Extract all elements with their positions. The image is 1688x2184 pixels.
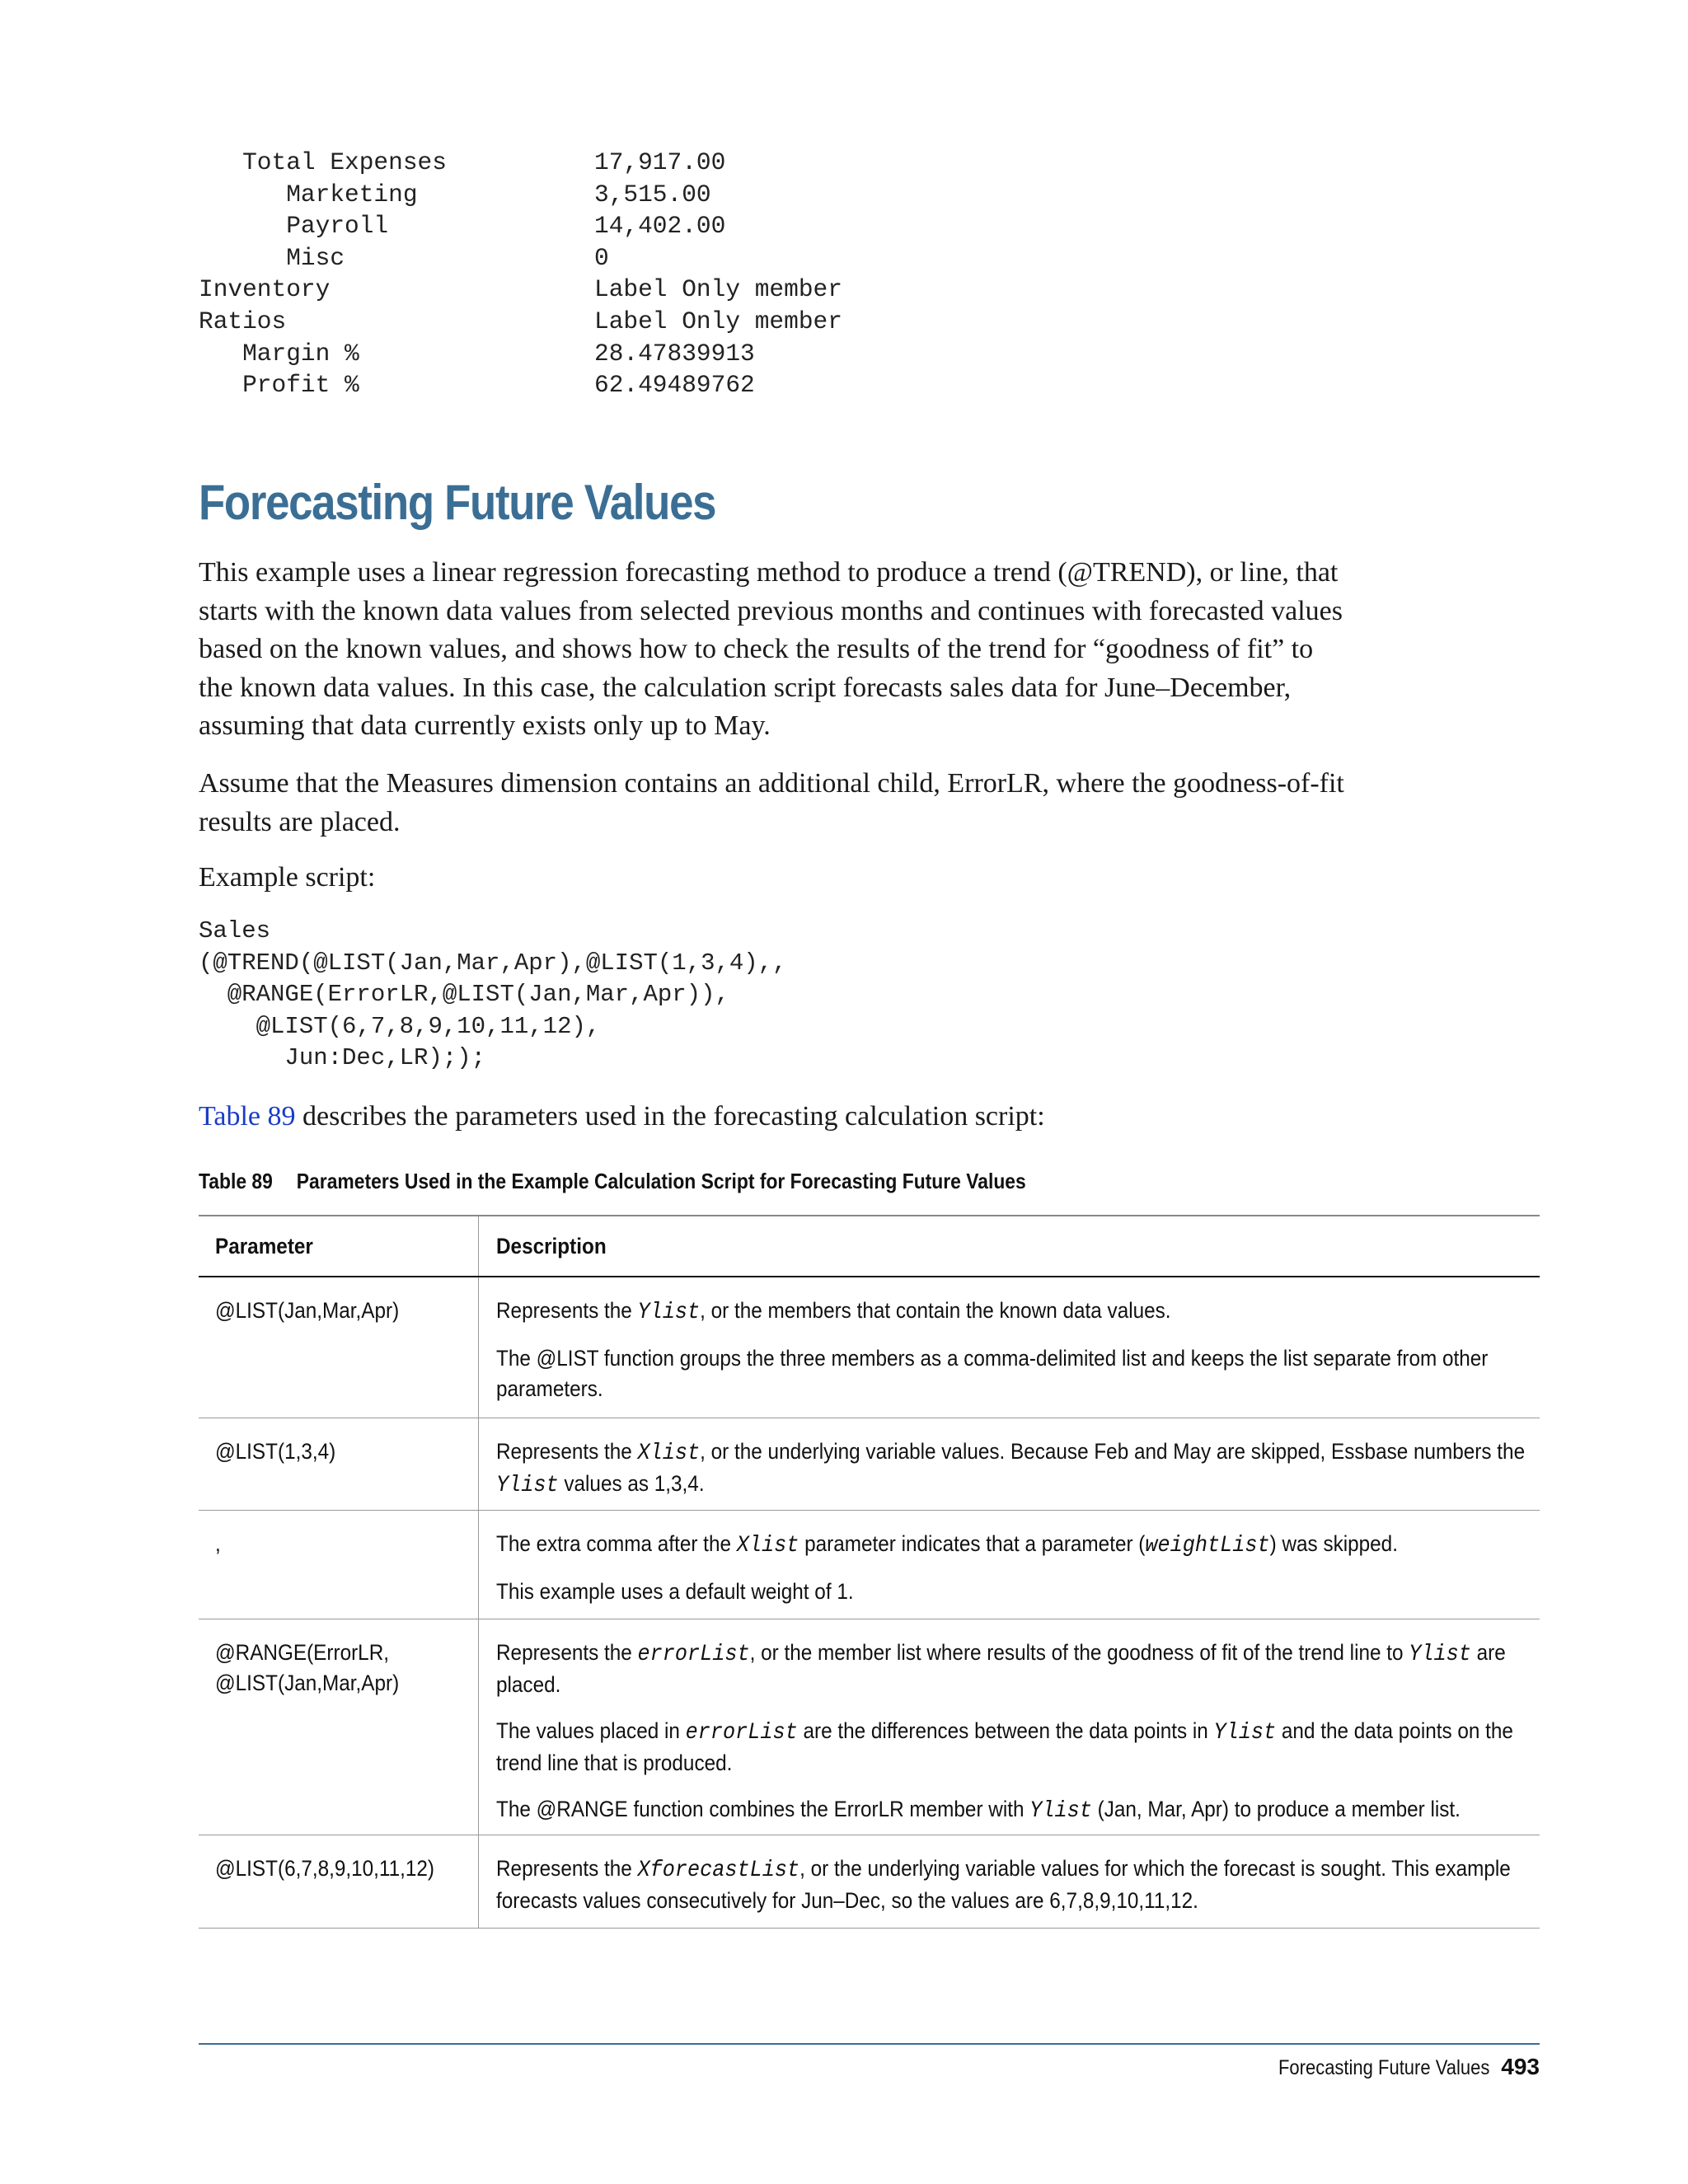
- table-caption-number: Table 89: [199, 1169, 273, 1193]
- member-name: Inventory: [199, 275, 331, 304]
- description-cell: [479, 1619, 1540, 1835]
- table-reference-text: describes the parameters used in the forecasting calculation script:: [295, 1101, 1045, 1132]
- member-value: 0: [594, 243, 609, 272]
- description-cell: [479, 1835, 1540, 1928]
- code-term: Ylist: [1409, 1642, 1471, 1667]
- member-name: Total Expenses: [199, 148, 447, 176]
- code-term: XforecastList: [637, 1858, 800, 1883]
- header-description: Description: [496, 1234, 607, 1258]
- table-row: [199, 1277, 1540, 1418]
- assume-paragraph: Assume that the Measures dimension contains an additional child, ErrorLR, where the goodness-of-fit results are placed.: [199, 768, 1344, 837]
- member-name: Payroll: [199, 212, 389, 241]
- member-value: 17,917.00: [594, 148, 726, 176]
- parameter-cell: ,: [199, 1511, 479, 1619]
- code-term: weightList: [1145, 1533, 1270, 1558]
- description-paragraph: The @LIST function groups the three members as a comma-delimited list and keeps the list separate from other parameters.: [496, 1346, 1489, 1401]
- code-term: Ylist: [496, 1473, 559, 1498]
- member-name: Profit %: [199, 371, 359, 400]
- description-paragraph: Represents the XforecastList, or the underlying variable values for which the forecast is sought. This example forecasts values consecutively for Jun–Dec, so the values are 6,7,8,9,10,11,12.: [496, 1856, 1511, 1913]
- page-footer: [1250, 2054, 1540, 2080]
- code-term: Xlist: [637, 1441, 701, 1466]
- page-number: 493: [1501, 2054, 1540, 2079]
- description-paragraph: The @RANGE function combines the ErrorLR member with Ylist (Jan, Mar, Apr) to produce a member list.: [496, 1797, 1461, 1824]
- code-term: Xlist: [736, 1533, 799, 1558]
- parameters-table: [199, 1215, 1540, 1929]
- code-term: Ylist: [1213, 1720, 1277, 1746]
- table-caption: [199, 1169, 1026, 1194]
- member-value: Label Only member: [594, 275, 842, 304]
- member-name: Marketing: [199, 180, 418, 209]
- description-cell: [479, 1277, 1540, 1418]
- member-value: 3,515.00: [594, 180, 711, 209]
- footer-rule: [199, 2043, 1540, 2045]
- description-cell: [479, 1511, 1540, 1619]
- description-paragraph: This example uses a default weight of 1.: [496, 1579, 854, 1604]
- member-value: 28.47839913: [594, 339, 755, 368]
- description-paragraph: The extra comma after the Xlist parameter indicates that a parameter (weightList) was skipped.: [496, 1531, 1398, 1558]
- header-parameter: Parameter: [199, 1216, 479, 1276]
- table-89-link[interactable]: Table 89: [199, 1101, 296, 1132]
- parameter-cell: @RANGE(ErrorLR, @LIST(Jan,Mar,Apr): [199, 1619, 479, 1835]
- table-header-row: [199, 1216, 1540, 1277]
- code-term: errorList: [685, 1720, 798, 1746]
- description-paragraph: Represents the Ylist, or the members that contain the known data values.: [496, 1298, 1171, 1325]
- intro-paragraph: This example uses a linear regression forecasting method to produce a trend (@TREND), or line, that starts with the known data values from selected previous months and continues with forecasted values based on the known values, and shows how to check the results of the trend for “goodness of fit” to the known data values. In this case, the calculation script forecasts sales data for June–December, assuming that data currently exists only up to May.: [199, 557, 1343, 741]
- member-value: 62.49489762: [594, 371, 755, 400]
- member-name: Margin %: [199, 339, 359, 368]
- section-title: Forecasting Future Values: [199, 475, 716, 530]
- code-term: Ylist: [1029, 1798, 1092, 1824]
- parameter-cell: @LIST(Jan,Mar,Apr): [199, 1277, 479, 1418]
- code-term: Ylist: [637, 1300, 701, 1325]
- footer-title: Forecasting Future Values: [1278, 2056, 1490, 2079]
- member-value: Label Only member: [594, 307, 842, 335]
- parameter-cell: @LIST(1,3,4): [199, 1418, 479, 1510]
- example-script-code: Sales (@TREND(@LIST(Jan,Mar,Apr),@LIST(1,3,4),, @RANGE(ErrorLR,@LIST(Jan,Mar,Apr)), @LIST(6,7,8,9,10,11,12), Jun:Dec,LR););: [199, 917, 787, 1072]
- description-paragraph: The values placed in errorList are the differences between the data points in Ylist and the data points on the trend line that is produced.: [496, 1718, 1513, 1775]
- table-reference-paragraph: [199, 1098, 1353, 1137]
- member-name: Misc: [199, 243, 345, 272]
- table-row: [199, 1418, 1540, 1511]
- example-script-label: Example script:: [199, 862, 376, 893]
- member-value: 14,402.00: [594, 212, 726, 241]
- member-name: Ratios: [199, 307, 287, 335]
- table-row: [199, 1835, 1540, 1929]
- description-paragraph: Represents the errorList, or the member list where results of the goodness of fit of the trend line to Ylist are placed.: [496, 1640, 1506, 1697]
- table-row: [199, 1511, 1540, 1619]
- description-cell: [479, 1418, 1540, 1510]
- description-paragraph: Represents the Xlist, or the underlying variable values. Because Feb and May are skipped, Essbase numbers the Ylist values as 1,3,4.: [496, 1439, 1526, 1498]
- table-caption-title: Parameters Used in the Example Calculation Script for Forecasting Future Values: [296, 1169, 1026, 1193]
- parameter-cell: @LIST(6,7,8,9,10,11,12): [199, 1835, 479, 1928]
- code-term: errorList: [637, 1642, 750, 1667]
- table-row: [199, 1619, 1540, 1835]
